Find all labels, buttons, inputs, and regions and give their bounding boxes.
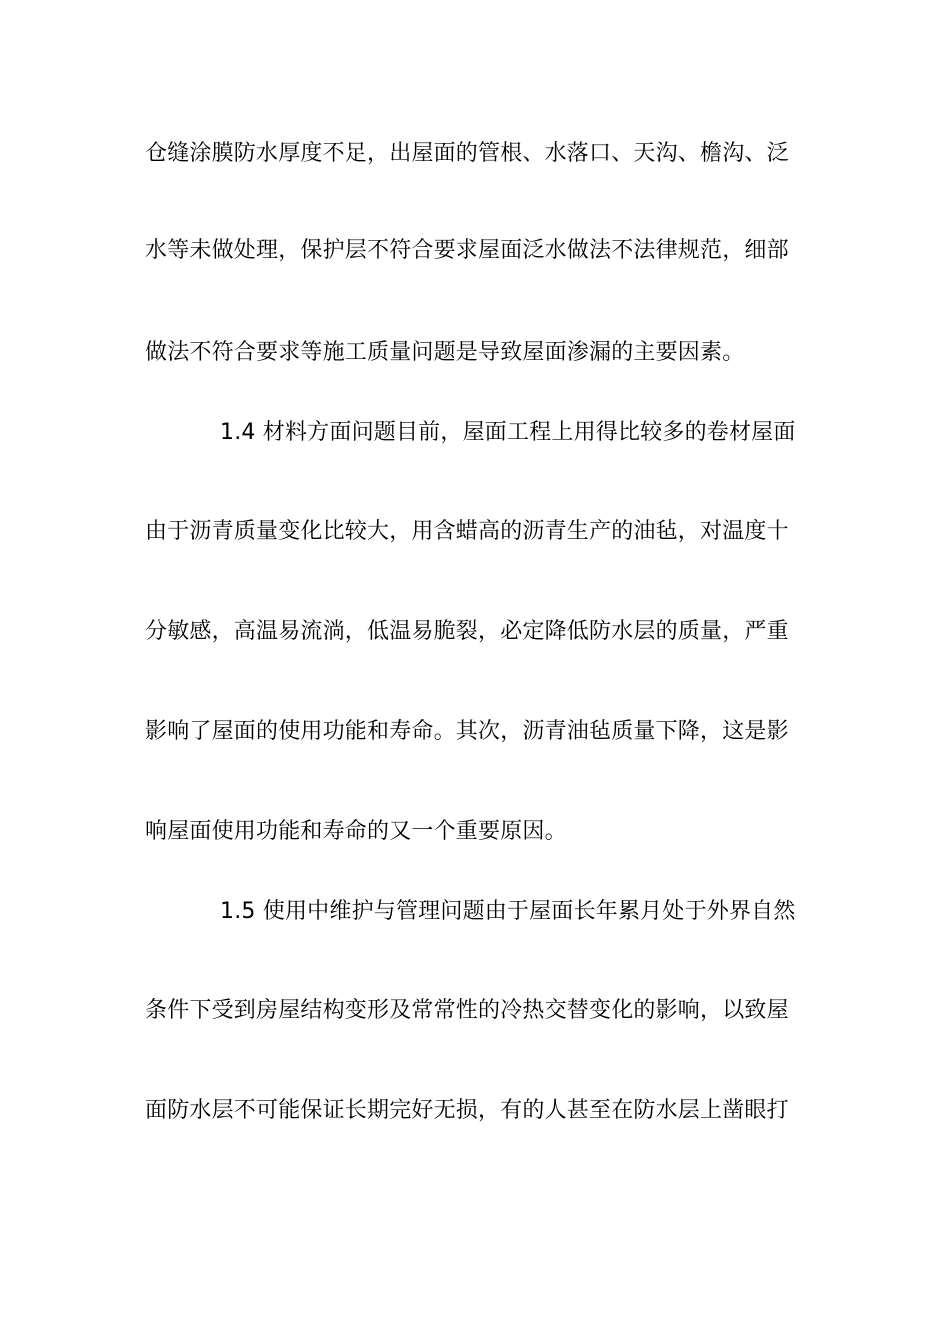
text-line: 仓缝涂膜防水厚度不足，出屋面的管根、水落口、天沟、檐沟、泛 <box>145 141 789 166</box>
paragraph-heading-line: 1.4 材料方面问题目前，屋面工程上用得比较多的卷材屋面 <box>220 420 796 445</box>
text-line: 响屋面使用功能和寿命的又一个重要原因。 <box>145 819 567 844</box>
text-line: 影响了屋面的使用功能和寿命。其次，沥青油毡质量下降，这是影 <box>145 719 789 744</box>
text-line: 面防水层不可能保证长期完好无损，有的人甚至在防水层上凿眼打 <box>145 1098 789 1123</box>
text-line: 条件下受到房屋结构变形及常常性的冷热交替变化的影响，以致屋 <box>145 998 789 1023</box>
text-line: 由于沥青质量变化比较大，用含蜡高的沥青生产的油毡，对温度十 <box>145 519 789 544</box>
paragraph-heading-line: 1.5 使用中维护与管理问题由于屋面长年累月处于外界自然 <box>220 899 796 924</box>
text-line: 分敏感，高温易流淌，低温易脆裂，必定降低防水层的质量，严重 <box>145 619 789 644</box>
text-line: 做法不符合要求等施工质量问题是导致屋面渗漏的主要因素。 <box>145 340 745 365</box>
text-line: 水等未做处理，保护层不符合要求屋面泛水做法不法律规范，细部 <box>145 238 789 263</box>
